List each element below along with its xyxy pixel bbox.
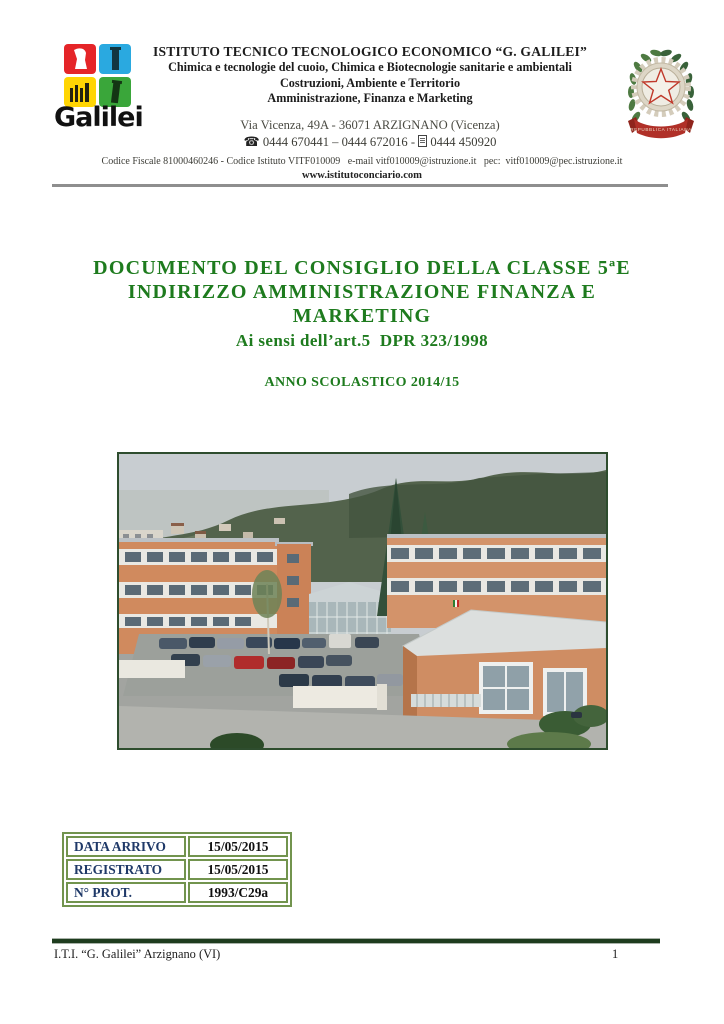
phone-fax-line xyxy=(125,135,615,151)
table-row xyxy=(66,882,288,903)
fax-icon xyxy=(418,135,427,151)
registry-label-data-arrivo: DATA ARRIVO xyxy=(66,836,186,857)
course-line-3: Amministrazione, Finanza e Marketing xyxy=(267,91,473,105)
emblem-ribbon-text: REPUBBLICA ITALIANA xyxy=(630,127,692,132)
table-row xyxy=(66,836,288,857)
registry-value-data-arrivo: 15/05/2015 xyxy=(188,836,288,857)
phone-icon: ☎ xyxy=(243,134,260,150)
title-line-2: INDIRIZZO AMMINISTRAZIONE FINANZA E xyxy=(127,281,597,303)
logo-squares-icon xyxy=(64,44,132,108)
school-photo xyxy=(117,452,608,750)
page-number: 1 xyxy=(612,947,619,961)
registry-table xyxy=(62,832,292,907)
header-text-block xyxy=(125,44,615,151)
footer-institute-name: I.T.I. “G. Galilei” Arzignano (VI) xyxy=(54,947,221,961)
website-url: www.istitutoconciario.com xyxy=(301,170,423,181)
registry-label-n-prot: N° PROT. xyxy=(66,882,186,903)
title-line-1: DOCUMENTO DEL CONSIGLIO DELLA CLASSE 5ªE xyxy=(93,257,631,279)
republic-emblem-icon xyxy=(622,47,700,152)
course-line-2: Costruzioni, Ambiente e Territorio xyxy=(279,75,461,90)
footer-divider xyxy=(52,938,660,944)
fiscal-code-line: Codice Fiscale 81000460246 - Codice Istituto VITF010009 e-mail vitf010009@istruzione.it pec: vitf010009@pec.istruzione.it xyxy=(101,156,623,167)
fax-number: 0444 450920 xyxy=(427,134,497,149)
course-line-1: Chimica e tecnologie del cuoio, Chimica e Biotecnologie sanitarie e ambientali xyxy=(168,60,572,74)
registry-value-n-prot: 1993/C29a xyxy=(188,882,288,903)
institute-name: ISTITUTO TECNICO TECNOLOGICO ECONOMICO “G. GALILEI” xyxy=(153,44,587,59)
registry-label-registrato: REGISTRATO xyxy=(66,859,186,880)
document-title-block xyxy=(0,256,724,391)
header-divider xyxy=(52,184,668,187)
table-row xyxy=(66,859,288,880)
phone-numbers: 0444 670441 – 0444 672016 - xyxy=(259,134,419,149)
registry-value-registrato: 15/05/2015 xyxy=(188,859,288,880)
title-subtitle: Ai sensi dell’art.5 DPR 323/1998 xyxy=(235,331,489,350)
institute-address: Via Vicenza, 49A - 36071 ARZIGNANO (Vicenza) xyxy=(240,117,500,132)
school-year: ANNO SCOLASTICO 2014/15 xyxy=(264,375,460,390)
logo-wordmark: Galilei xyxy=(54,102,143,133)
title-line-3: MARKETING xyxy=(292,305,432,327)
